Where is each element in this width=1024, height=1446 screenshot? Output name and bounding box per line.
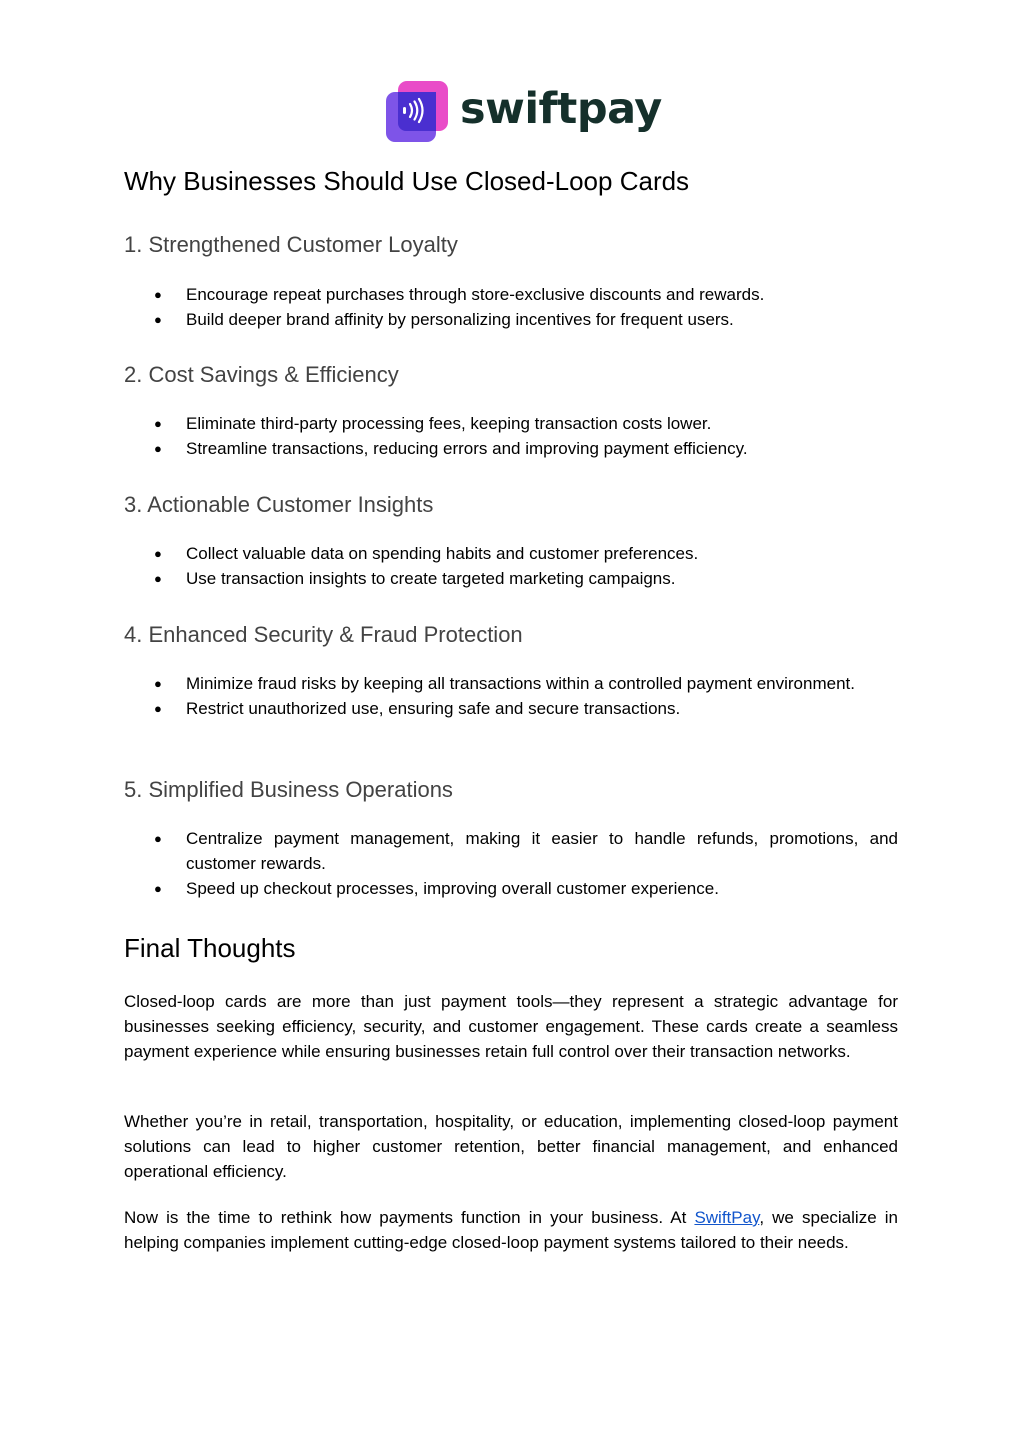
list-item: ● Speed up checkout processes, improving overall customer experience. [124, 876, 898, 901]
bullet-list [124, 541, 898, 591]
page-title: Why Businesses Should Use Closed-Loop Cards [124, 166, 690, 196]
final-paragraph-3: Now is the time to rethink how payments function in your business. At SwiftPay, we specialize in helping companies implement cutting-edge closed-loop payment systems tailored to their needs. [124, 1208, 898, 1252]
list-item: ● Streamline transactions, reducing errors and improving payment efficiency. [124, 436, 898, 461]
list-item: ● Minimize fraud risks by keeping all transactions within a controlled payment environment. [124, 671, 898, 696]
logo-wordmark: swiftpay [460, 83, 662, 134]
list-item: ● Collect valuable data on spending habits and customer preferences. [124, 541, 898, 566]
list-item: ● Use transaction insights to create targeted marketing campaigns. [124, 566, 898, 591]
bullet-icon: ● [154, 881, 162, 896]
bullet-list [124, 282, 898, 332]
bullet-icon: ● [154, 416, 162, 431]
bullet-icon: ● [154, 701, 162, 716]
section-heading: 2. Cost Savings & Efficiency [124, 362, 399, 387]
swiftpay-link[interactable]: SwiftPay [694, 1208, 760, 1227]
section-customer-insights [124, 490, 898, 588]
contactless-icon [386, 81, 448, 143]
section-operations [124, 775, 898, 898]
bullet-list [124, 671, 898, 721]
bullet-list [124, 826, 898, 901]
bullet-icon: ● [154, 312, 162, 327]
section-security [124, 620, 898, 718]
bullet-icon: ● [154, 546, 162, 561]
swiftpay-logo [386, 80, 662, 144]
section-heading: 1. Strengthened Customer Loyalty [124, 232, 458, 257]
bullet-icon: ● [154, 676, 162, 691]
list-item: ● Restrict unauthorized use, ensuring safe and secure transactions. [124, 696, 898, 721]
list-item: ● Build deeper brand affinity by personalizing incentives for frequent users. [124, 307, 898, 332]
bullet-icon: ● [154, 441, 162, 456]
list-item: ● Encourage repeat purchases through store-exclusive discounts and rewards. [124, 282, 898, 307]
bullet-list [124, 411, 898, 461]
section-cost-savings [124, 360, 898, 458]
list-item: ● Eliminate third-party processing fees, keeping transaction costs lower. [124, 411, 898, 436]
section-heading: 5. Simplified Business Operations [124, 777, 453, 802]
bullet-icon: ● [154, 571, 162, 586]
bullet-icon: ● [154, 831, 162, 846]
section-heading: 3. Actionable Customer Insights [124, 492, 434, 517]
section-customer-loyalty [124, 230, 898, 329]
list-item: ● Centralize payment management, making it easier to handle refunds, promotions, and customer rewards. [124, 826, 898, 876]
final-thoughts-heading: Final Thoughts [124, 933, 296, 963]
final-paragraph-1: Closed-loop cards are more than just payment tools—they represent a strategic advantage for businesses seeking efficiency, security, and customer engagement. These cards create a seamless payment experience while ensuring businesses retain full control over their transaction networks. [124, 992, 898, 1061]
final-paragraph-2: Whether you’re in retail, transportation, hospitality, or education, implementing closed-loop payment solutions can lead to higher customer retention, better financial management, and enhanced operational efficiency. [124, 1112, 898, 1181]
section-heading: 4. Enhanced Security & Fraud Protection [124, 622, 523, 647]
bullet-icon: ● [154, 287, 162, 302]
